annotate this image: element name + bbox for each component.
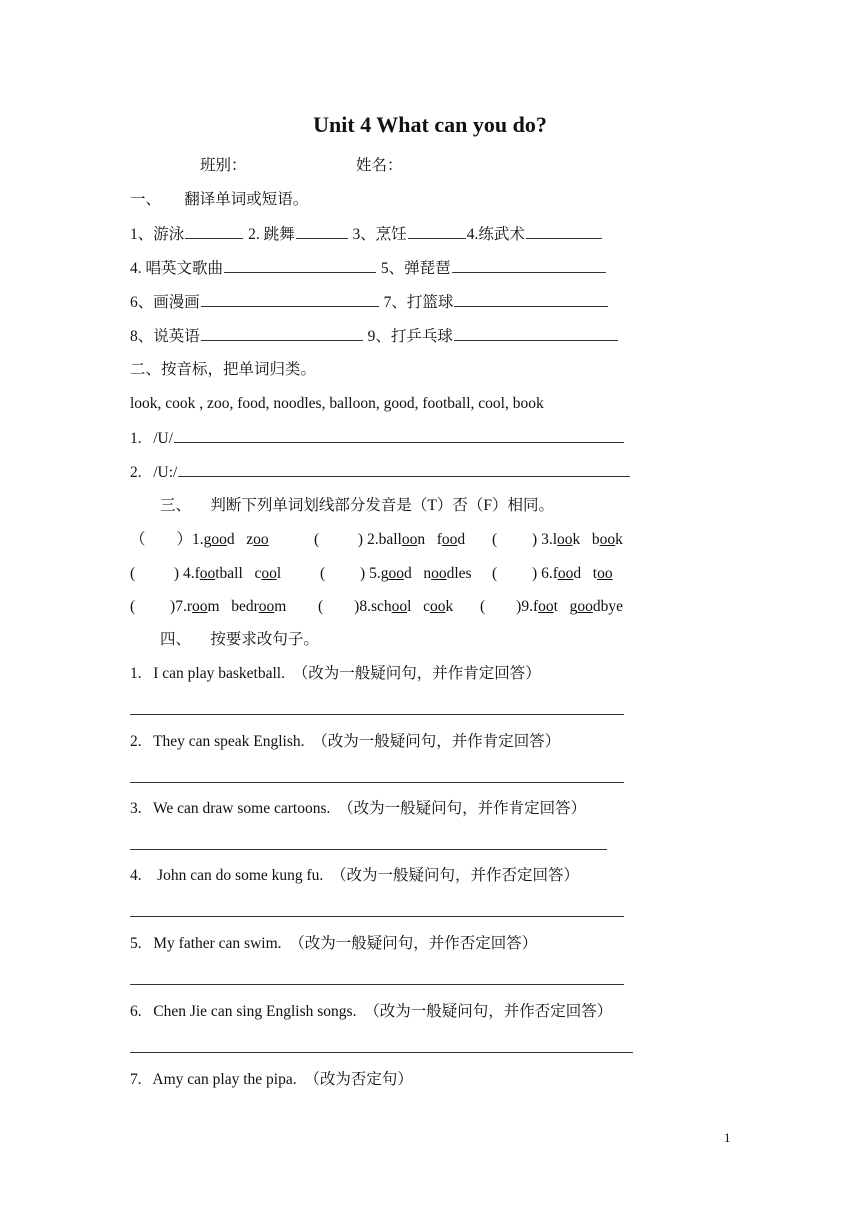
s3-pair-item: ( )8.school cook bbox=[318, 598, 454, 615]
s4-sentence-item: 2. They can speak English. （改为一般疑问句，并作肯定回答） bbox=[130, 733, 561, 750]
s4-sentence-item: 3. We can draw some cartoons. （改为一般疑问句，并作肯定回答） bbox=[130, 800, 587, 817]
s3-pair-item: ( ) 4.football cool bbox=[130, 565, 282, 582]
s3-pair-item: ( )7.room bedroom bbox=[130, 598, 287, 615]
s3-pair-item: ( ) 5.good noodles bbox=[320, 565, 472, 582]
s3-pair-item: ( ) 3.look book bbox=[492, 531, 623, 548]
section3-heading: 三、 判断下列单词划线部分发音是（T）否（F）相同。 bbox=[160, 497, 554, 514]
class-label: 班别： bbox=[200, 157, 247, 174]
s4-sentence-item: 4. John can do some kung fu. （改为一般疑问句，并作否定回答） bbox=[130, 867, 580, 884]
s1-row-4: 8、说英语 9、打乒乓球 bbox=[130, 326, 619, 347]
s3-pair-item: ( )9.foot goodbye bbox=[480, 598, 623, 615]
s3-pair-item: ( ) 6.food too bbox=[492, 565, 613, 582]
s4-sentence-item: 6. Chen Jie can sing English songs. （改为一般疑问句，并作否定回答） bbox=[130, 1003, 613, 1020]
section2-heading: 二、按音标，把单词归类。 bbox=[130, 361, 317, 378]
answer-line[interactable] bbox=[130, 782, 624, 783]
s2-word-list: look, cook , zoo, food, noodles, balloon, good, football, cool, book bbox=[130, 395, 544, 412]
answer-line[interactable] bbox=[130, 849, 607, 850]
s1-row-1: 1、游泳 2. 跳舞 3、烹饪 4.练武术 bbox=[130, 224, 603, 245]
page-number: 1 bbox=[724, 1130, 731, 1145]
answer-line[interactable] bbox=[130, 1052, 633, 1053]
s2-phonetic-1: 1. /U/ bbox=[130, 428, 625, 449]
s3-pair-item: （ ）1.good zoo bbox=[130, 531, 269, 548]
answer-line[interactable] bbox=[130, 714, 624, 715]
s3-pair-item: ( ) 2.balloon food bbox=[314, 531, 466, 548]
s4-sentence-item: 7. Amy can play the pipa. （改为否定句） bbox=[130, 1071, 413, 1088]
s2-phonetic-2: 2. /U:/ bbox=[130, 462, 631, 483]
s1-row-3: 6、画漫画 7、打篮球 bbox=[130, 292, 609, 313]
section1-heading: 一、 翻译单词或短语。 bbox=[130, 191, 309, 208]
s4-sentence-item: 5. My father can swim. （改为一般疑问句，并作否定回答） bbox=[130, 935, 538, 952]
name-label: 姓名： bbox=[356, 157, 403, 174]
answer-line[interactable] bbox=[130, 984, 624, 985]
answer-line[interactable] bbox=[130, 916, 624, 917]
s1-row-2: 4. 唱英文歌曲 5、弹琵琶 bbox=[130, 258, 607, 279]
section4-heading: 四、 按要求改句子。 bbox=[160, 631, 319, 648]
page-title: Unit 4 What can you do? bbox=[313, 112, 547, 137]
s4-sentence-item: 1. I can play basketball. （改为一般疑问句，并作肯定回答） bbox=[130, 665, 541, 682]
